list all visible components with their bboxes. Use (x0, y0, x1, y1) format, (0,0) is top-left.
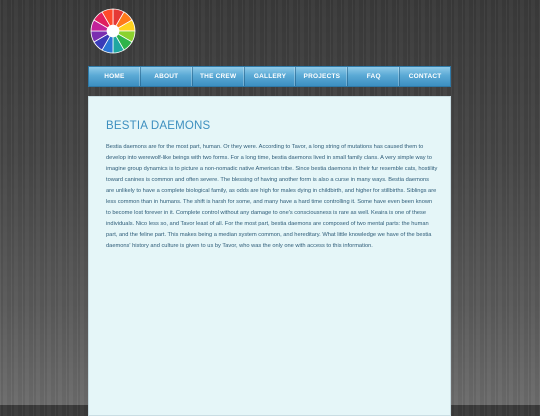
nav-contact[interactable]: CONTACT (408, 73, 442, 80)
main-content (88, 96, 451, 416)
nav-gallery[interactable]: GALLERY (245, 67, 297, 86)
article-body: Bestia daemons are for the most part, human. Or they were. According to Tavor, a long string of mutations has caused them to develop into werewolf-like beings with two forms. For a long time, bestia daemons lived in small family clans. A very simple way to imagine group dynamics is to picture a non-nomadic native American tribe. Since bestia daemons in their fur resemble cats, hostility toward canines is common and often severe. The blessing of having another form is also a curse in many ways. Bestia daemons are unlikely to have a complete biological family, as odds are high for males dying in childbirth, and higher for stillbirths. Siblings are less common than in humans. The shift is harsh for some, and many have a hard time controlling it. Some have even been known to become lost forever in it. Complete control without any damage to one's consciousness is rare as well. Keaira is one of these individuals. Nico less so, and Tavor least of all. For the most part, bestia daemons are composed of two mental parts: the human part, and the feline part. This makes being a median system common, and hereditary. What little knowledge we have of the bestia daemons' history and culture is given to us by Tavor, who was the only one with access to this information. (106, 144, 438, 249)
nav-projects[interactable]: PROJECTS (296, 67, 348, 86)
page-title: BESTIA DAEMONS (106, 120, 211, 132)
nav-the-crew[interactable]: THE CREW (193, 67, 245, 86)
nav-about[interactable]: ABOUT (141, 67, 193, 86)
color-wheel-logo-icon (90, 8, 136, 54)
site-logo[interactable] (90, 8, 136, 54)
logo-wheel-center (107, 25, 119, 37)
main-nav (88, 66, 451, 87)
nav-faq[interactable]: FAQ (348, 67, 400, 86)
nav-home[interactable]: HOME (89, 67, 141, 86)
